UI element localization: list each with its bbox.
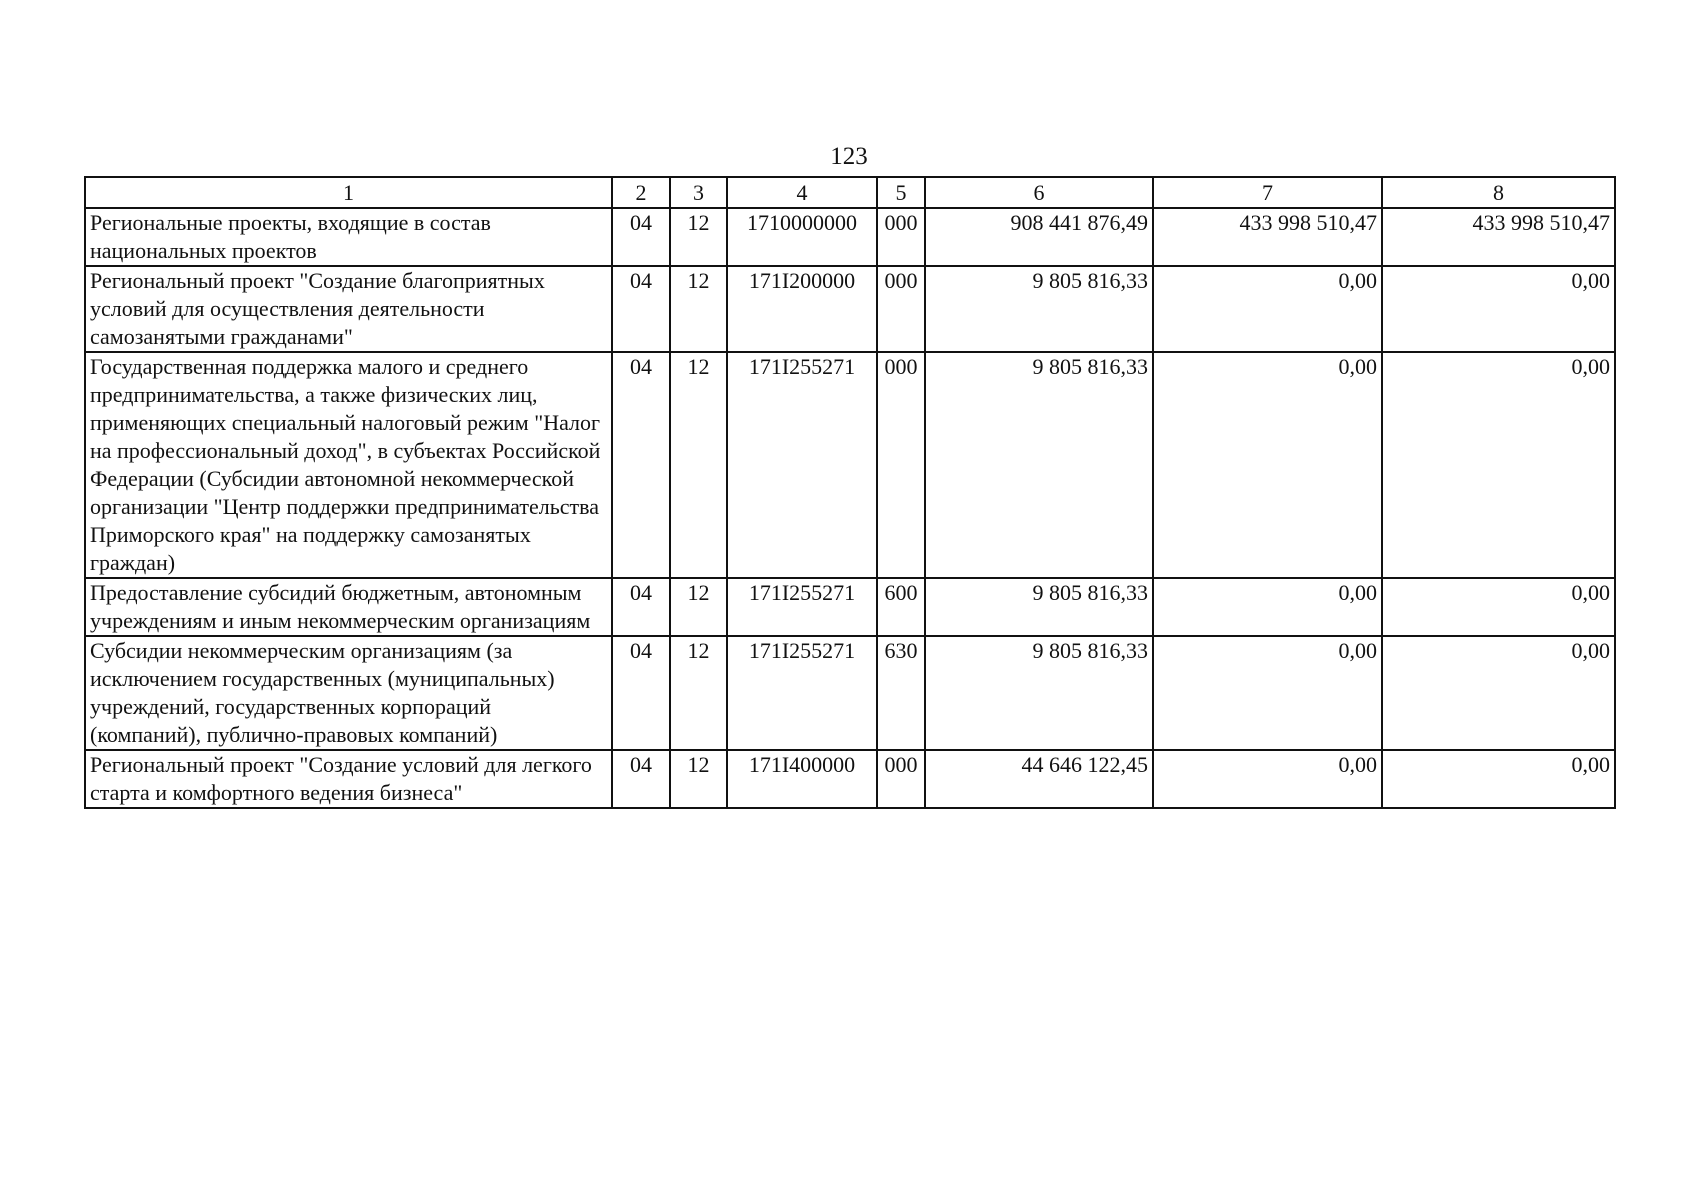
amount-col-6: 9 805 816,33 bbox=[925, 352, 1153, 578]
amount-col-6: 9 805 816,33 bbox=[925, 636, 1153, 750]
amount-col-7: 0,00 bbox=[1153, 750, 1382, 808]
subsection-code: 12 bbox=[670, 208, 727, 266]
expense-type-code: 000 bbox=[877, 750, 925, 808]
expense-type-code: 600 bbox=[877, 578, 925, 636]
amount-col-8: 0,00 bbox=[1382, 578, 1615, 636]
header-cell: 7 bbox=[1153, 177, 1382, 208]
amount-col-8: 0,00 bbox=[1382, 266, 1615, 352]
target-code: 171I400000 bbox=[727, 750, 877, 808]
section-code: 04 bbox=[612, 266, 670, 352]
budget-table bbox=[84, 176, 1616, 809]
header-cell: 8 bbox=[1382, 177, 1615, 208]
subsection-code: 12 bbox=[670, 636, 727, 750]
page-number: 123 bbox=[830, 143, 868, 170]
table-row bbox=[85, 208, 1615, 266]
amount-col-7: 0,00 bbox=[1153, 578, 1382, 636]
header-cell: 3 bbox=[670, 177, 727, 208]
amount-col-6: 9 805 816,33 bbox=[925, 578, 1153, 636]
header-cell: 6 bbox=[925, 177, 1153, 208]
section-code: 04 bbox=[612, 578, 670, 636]
amount-col-6: 44 646 122,45 bbox=[925, 750, 1153, 808]
row-name: Региональный проект "Создание условий для легкого старта и комфортного ведения бизнеса" bbox=[85, 750, 612, 808]
target-code: 171I255271 bbox=[727, 636, 877, 750]
header-cell: 5 bbox=[877, 177, 925, 208]
table-row bbox=[85, 352, 1615, 578]
section-code: 04 bbox=[612, 636, 670, 750]
target-code: 171I255271 bbox=[727, 352, 877, 578]
target-code: 171I200000 bbox=[727, 266, 877, 352]
row-name: Государственная поддержка малого и среднего предпринимательства, а также физических лиц, применяющих специальный налоговый режим "Налог на профессиональный доход", в субъектах Российской Федерации (Субсидии автономной некоммерческой организации "Центр поддержки предпринимательства Приморского края" на поддержку самозанятых граждан) bbox=[85, 352, 612, 578]
expense-type-code: 000 bbox=[877, 208, 925, 266]
subsection-code: 12 bbox=[670, 352, 727, 578]
amount-col-8: 0,00 bbox=[1382, 352, 1615, 578]
section-code: 04 bbox=[612, 750, 670, 808]
amount-col-6: 9 805 816,33 bbox=[925, 266, 1153, 352]
subsection-code: 12 bbox=[670, 266, 727, 352]
table-row bbox=[85, 750, 1615, 808]
amount-col-6: 908 441 876,49 bbox=[925, 208, 1153, 266]
row-name: Региональный проект "Создание благоприятных условий для осуществления деятельности самозанятыми гражданами" bbox=[85, 266, 612, 352]
expense-type-code: 000 bbox=[877, 352, 925, 578]
expense-type-code: 630 bbox=[877, 636, 925, 750]
table-row bbox=[85, 266, 1615, 352]
amount-col-8: 0,00 bbox=[1382, 636, 1615, 750]
amount-col-8: 433 998 510,47 bbox=[1382, 208, 1615, 266]
table-row bbox=[85, 636, 1615, 750]
amount-col-8: 0,00 bbox=[1382, 750, 1615, 808]
expense-type-code: 000 bbox=[877, 266, 925, 352]
amount-col-7: 433 998 510,47 bbox=[1153, 208, 1382, 266]
amount-col-7: 0,00 bbox=[1153, 636, 1382, 750]
section-code: 04 bbox=[612, 352, 670, 578]
amount-col-7: 0,00 bbox=[1153, 352, 1382, 578]
row-name: Субсидии некоммерческим организациям (за исключением государственных (муниципальных) учреждений, государственных корпораций (компаний), публично-правовых компаний) bbox=[85, 636, 612, 750]
amount-col-7: 0,00 bbox=[1153, 266, 1382, 352]
header-cell: 2 bbox=[612, 177, 670, 208]
table-row bbox=[85, 578, 1615, 636]
row-name: Региональные проекты, входящие в состав национальных проектов bbox=[85, 208, 612, 266]
section-code: 04 bbox=[612, 208, 670, 266]
target-code: 171I255271 bbox=[727, 578, 877, 636]
subsection-code: 12 bbox=[670, 578, 727, 636]
header-cell: 1 bbox=[85, 177, 612, 208]
subsection-code: 12 bbox=[670, 750, 727, 808]
header-cell: 4 bbox=[727, 177, 877, 208]
row-name: Предоставление субсидий бюджетным, автономным учреждениям и иным некоммерческим организациям bbox=[85, 578, 612, 636]
header-row bbox=[85, 177, 1615, 208]
target-code: 1710000000 bbox=[727, 208, 877, 266]
